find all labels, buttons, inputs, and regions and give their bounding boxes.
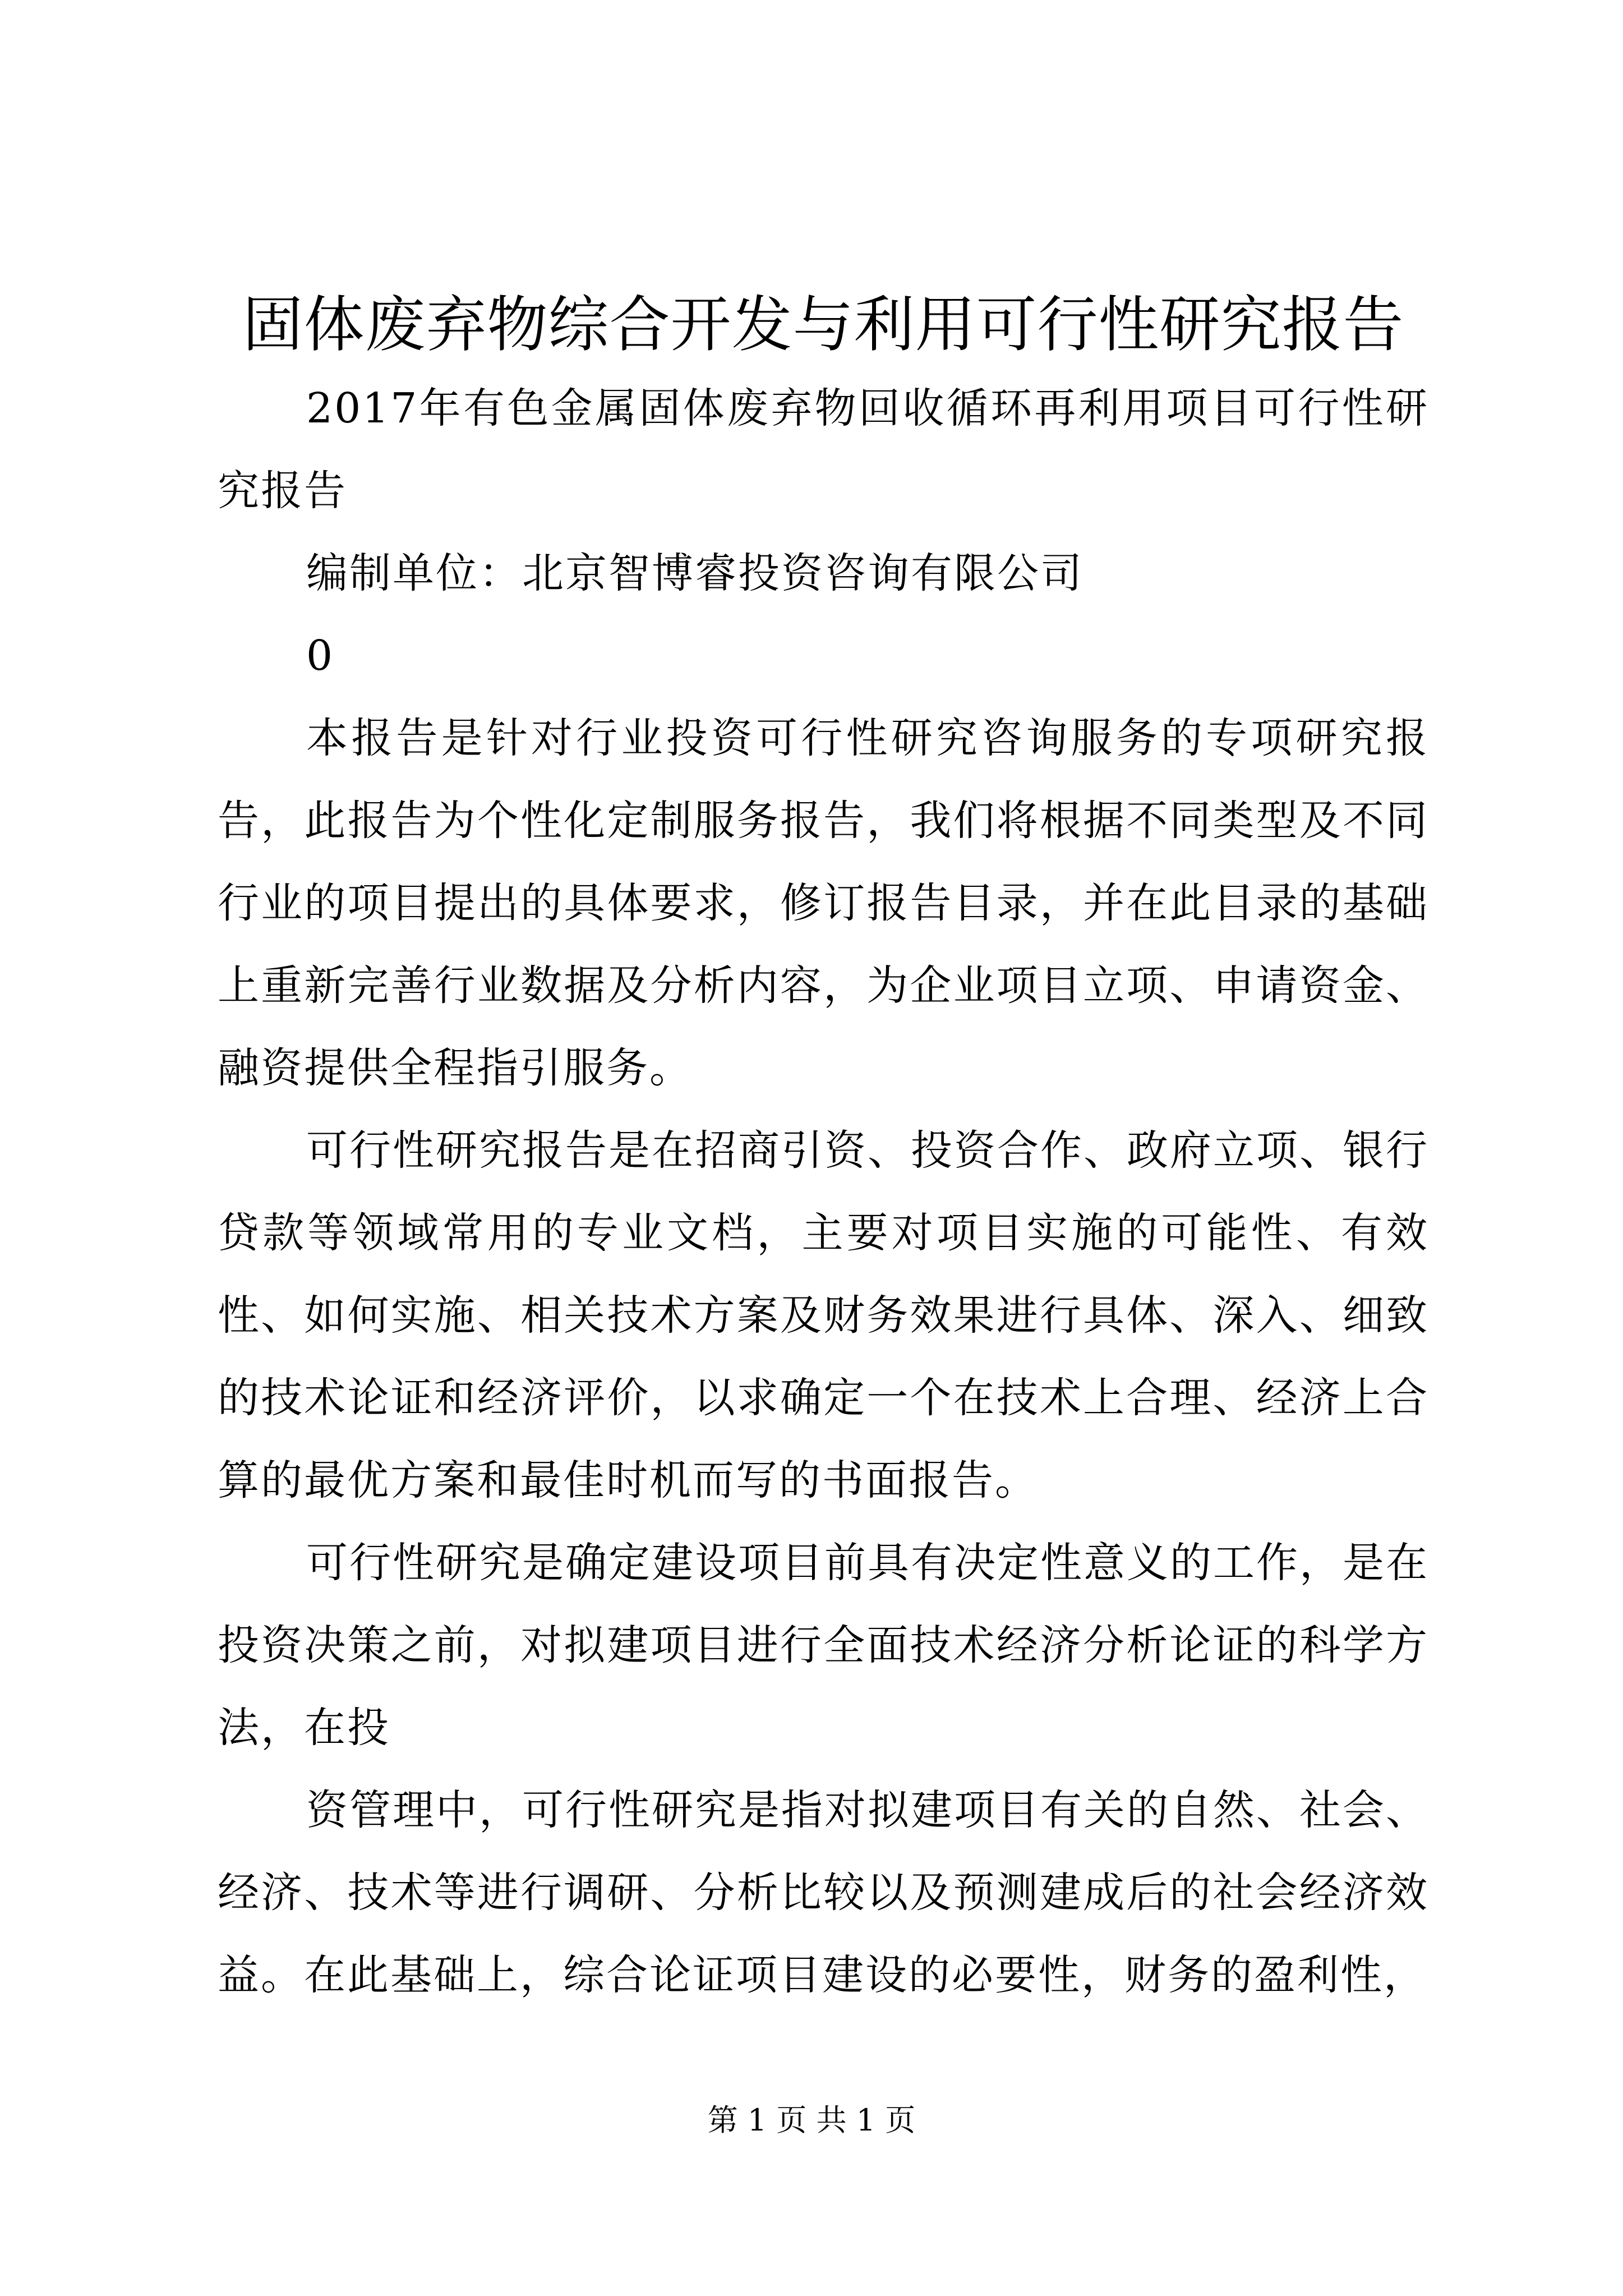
page-number-footer: 第 1 页 共 1 页 [707,2102,916,2138]
paragraph-report-definition: 可行性研究报告是在招商引资、投资合作、政府立项、银行贷款等领域常用的专业文档，主要对项目实施的可能性、有效性、如何实施、相关技术方案及财务效果进行具体、深入、细致的技术论证和经济评价，以求确定一个在技术上合理、经济上合算的最优方案和最佳时机而写的书面报告。 [218,1126,1429,1504]
paragraph-compiler: 编制单位：北京智博睿投资咨询有限公司 [306,549,1083,597]
paragraph-project-name: 2017年有色金属固体废弃物回收循环再利用项目可行性研究报告 [218,384,1429,515]
document-body [218,283,1429,2017]
document-title: 固体废弃物综合开发与利用可行性研究报告 [242,290,1404,360]
paragraph-feasibility-study: 可行性研究是确定建设项目前具有决定性意义的工作，是在投资决策之前，对拟建项目进行全面技术经济分析论证的科学方法，在投 [218,1539,1429,1752]
paragraph-report-intro: 本报告是针对行业投资可行性研究咨询服务的专项研究报告，此报告为个性化定制服务报告，我们将根据不同类型及不同行业的项目提出的具体要求，修订报告目录，并在此目录的基础上重新完善行业数据及分析内容，为企业项目立项、申请资金、融资提供全程指引服务。 [218,714,1429,1092]
paragraph-zero: 0 [306,632,335,680]
paragraph-investment-management: 资管理中，可行性研究是指对拟建项目有关的自然、社会、经济、技术等进行调研、分析比较以及预测建成后的社会经济效益。在此基础上，综合论证项目建设的必要性，财务的盈利性， [218,1786,1429,1999]
